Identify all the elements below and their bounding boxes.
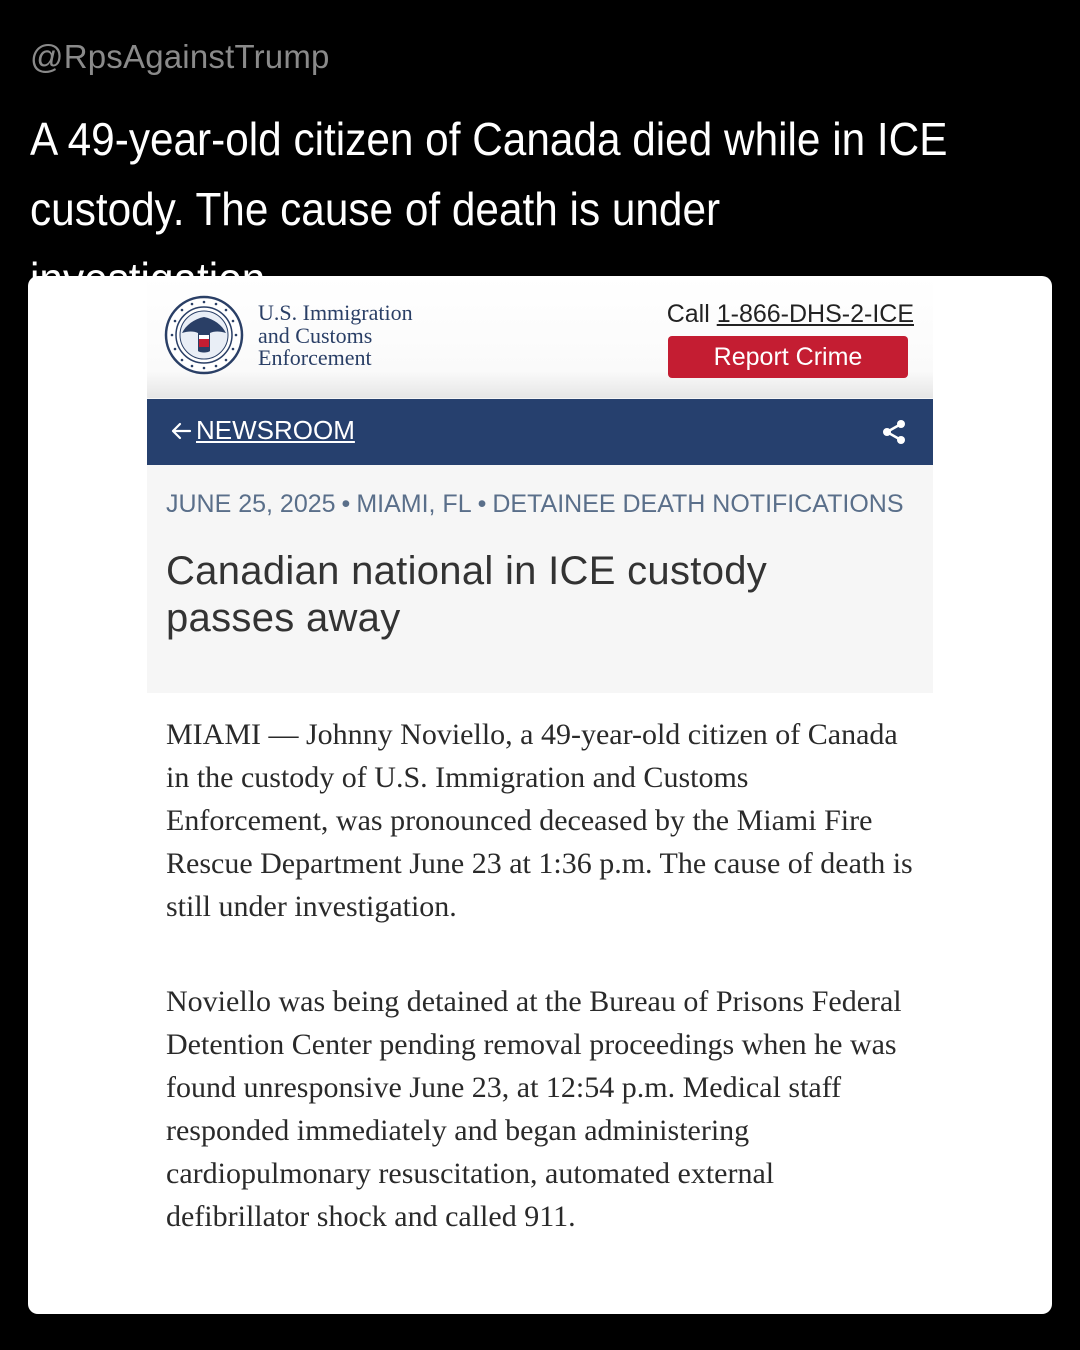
newsroom-back-link[interactable] xyxy=(169,415,355,446)
article-paragraph: Noviello was being detained at the Bureau of Prisons Federal Detention Center pending removal proceedings when he was found unresponsive June 23, at 12:54 p.m. Medical staff responded immediately and began administering cardiopulmonary resuscitation, automated external defibrillator shock and called 911. xyxy=(166,985,902,1233)
article-date: JUNE 25, 2025 xyxy=(166,490,336,518)
site-header xyxy=(147,276,933,398)
tip-line-phone-link[interactable]: 1-866-DHS-2-ICE xyxy=(716,300,914,328)
post-handle: @RpsAgainstTrump xyxy=(30,38,330,75)
arrow-left-icon xyxy=(169,419,193,443)
agency-line: U.S. Immigration xyxy=(258,300,413,325)
ice-news-page xyxy=(147,276,933,1314)
agency-name[interactable] xyxy=(258,302,413,370)
article-paragraph: MIAMI — Johnny Noviello, a 49-year-old citizen of Canada in the custody of U.S. Immigration and Customs Enforcement, was pronounced deceased by the Miami Fire Rescue Department June 23 at 1:36 p.m. The cause of death is still under investigation. xyxy=(166,718,913,923)
share-icon[interactable] xyxy=(881,419,907,445)
article-category-link[interactable]: DETAINEE DEATH NOTIFICATIONS xyxy=(492,490,904,518)
post-headline: A 49-year-old citizen of Canada died while in ICE custody. The cause of death is under xyxy=(30,113,948,235)
screenshot-card xyxy=(28,276,1052,1314)
call-line xyxy=(667,300,914,329)
newsroom-nav-bar xyxy=(147,399,933,465)
agency-line: Enforcement xyxy=(258,345,372,370)
meta-separator: • xyxy=(477,490,487,518)
agency-line: and Customs xyxy=(258,322,373,348)
article-title: Canadian national in ICE custody passes away xyxy=(166,549,768,640)
call-prefix: Call xyxy=(666,300,710,328)
article-body xyxy=(147,693,933,1314)
dhs-seal-icon[interactable] xyxy=(164,295,244,375)
newsroom-link-label: NEWSROOM xyxy=(196,415,355,445)
report-crime-button[interactable]: Report Crime xyxy=(668,336,908,378)
article-meta xyxy=(166,490,904,519)
article-location: MIAMI, FL xyxy=(356,490,472,518)
meta-separator: • xyxy=(341,490,351,518)
